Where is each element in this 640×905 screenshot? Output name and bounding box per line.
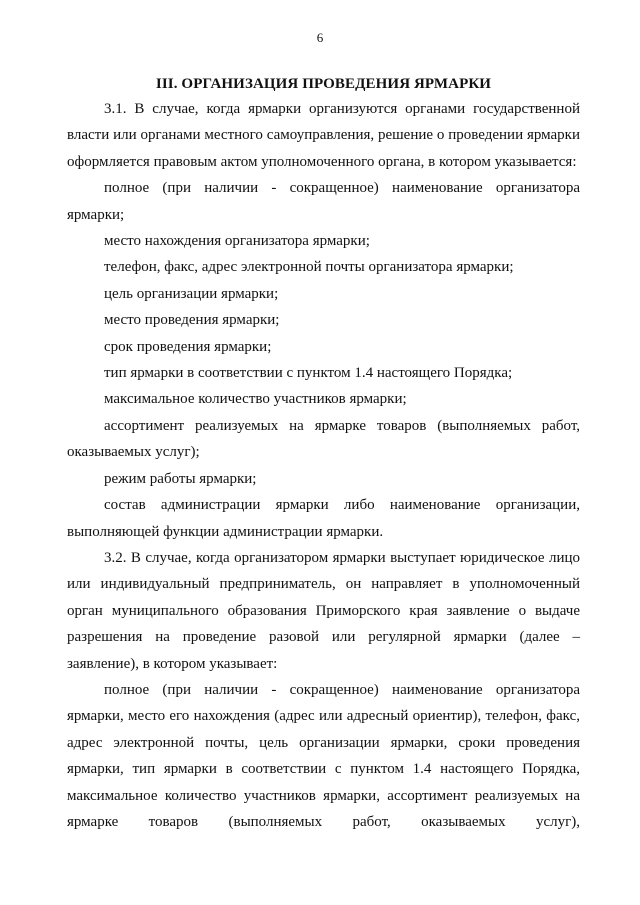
page-number: 6: [316, 30, 324, 45]
list-item-venue: место проведения ярмарки;: [104, 312, 280, 329]
list-item-assortment: ассортимент реализуемых на ярмарке товаров (выполняемых работ, оказываемых услуг);: [67, 417, 580, 461]
paragraph-3-2: 3.2. В случае, когда организатором ярмарки выступает юридическое лицо или индивидуальный предприниматель, он направляет в уполномоченный орган муниципального образования Приморского края заявление о выдаче разрешения на проведение разовой или регулярной ярмарки (далее – заявление), в котором указывает:: [67, 549, 580, 672]
paragraph-3-1: 3.1. В случае, когда ярмарки организуются органами государственной власти или органами местного самоуправления, решение о проведении ярмарки оформляется правовым актом уполномоченного органа, в котором указывается:: [67, 101, 580, 170]
list-item-type: тип ярмарки в соответствии с пунктом 1.4 настоящего Порядка;: [104, 365, 513, 382]
paragraph-application-details: полное (при наличии - сокращенное) наименование организатора ярмарки, место его нахождения (адрес или адресный ориентир), телефон, факс, адрес электронной почты, цель организации ярмарки, сроки проведения ярмарки, тип ярмарки в соответствии с пунктом 1.4 настоящего Порядка, максимальное количество участников ярмарки, ассортимент реализуемых на ярмарке товаров (выполняемых работ, оказываемых услуг),: [67, 681, 580, 830]
section-title: III. ОРГАНИЗАЦИЯ ПРОВЕДЕНИЯ ЯРМАРКИ: [155, 76, 492, 92]
list-item-administration: состав администрации ярмарки либо наименование организации, выполняющей функции администрации ярмарки.: [67, 497, 580, 540]
list-item-contacts: телефон, факс, адрес электронной почты организатора ярмарки;: [104, 259, 514, 276]
body-text: [67, 96, 580, 835]
list-item-full-name: полное (при наличии - сокращенное) наименование организатора ярмарки;: [67, 180, 580, 223]
list-item-purpose: цель организации ярмарки;: [104, 285, 279, 302]
list-item-term: срок проведения ярмарки;: [104, 338, 272, 355]
list-item-location: место нахождения организатора ярмарки;: [104, 233, 370, 250]
list-item-max-participants: максимальное количество участников ярмарки;: [104, 391, 407, 408]
list-item-schedule: режим работы ярмарки;: [104, 470, 257, 487]
